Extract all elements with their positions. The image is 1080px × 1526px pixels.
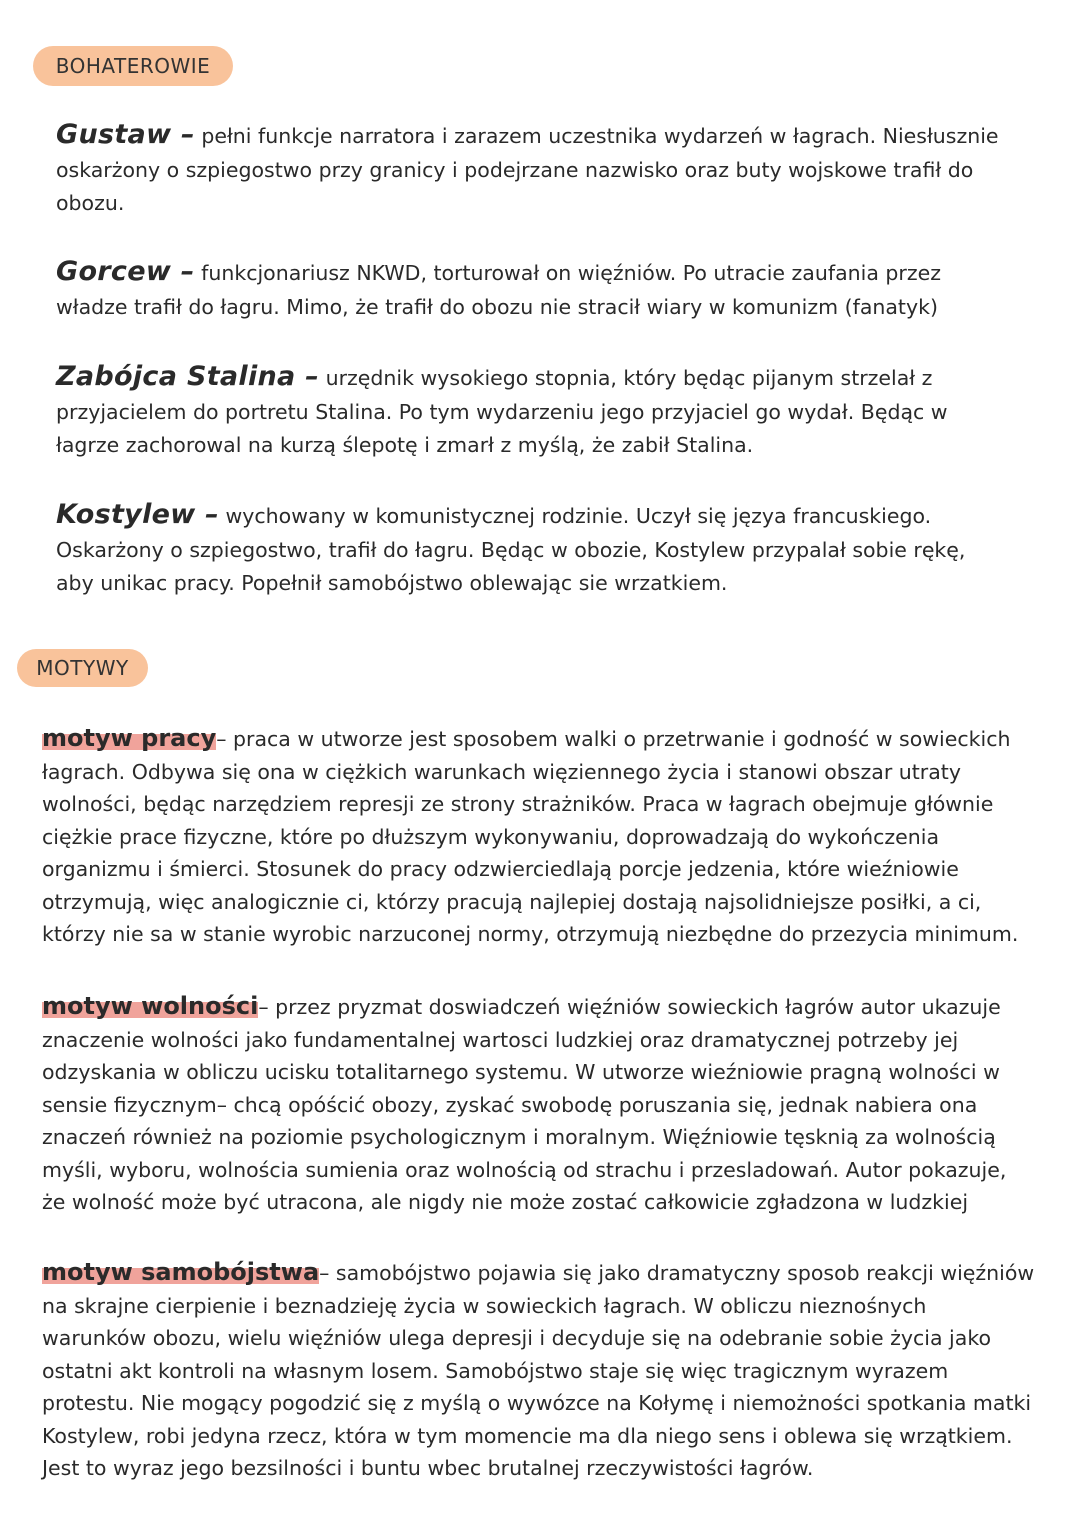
text-content: organizmu i śmierci. Stosunek do pracy odzwierciedlają porcje jedzenia, które wieźniowie xyxy=(42,857,959,881)
text-content: Oskarżony o szpiegostwo, trafił do łagru. Będąc w obozie, Kostylew przypalał sobie rękę, xyxy=(56,537,966,562)
text-content: znaczenie wolności jako fundamentalnej wartosci ludzkiej oraz dramatycznej potrzeby jej xyxy=(42,1027,959,1052)
text-line xyxy=(42,821,1050,854)
text-content: sensie fizycznym– chcą opóścić obozy, zyskać swobodę poruszania się, jednak nabiera ona xyxy=(42,1092,978,1117)
character-entry xyxy=(56,118,1040,221)
text-line xyxy=(42,1290,1050,1323)
text-line xyxy=(56,291,1040,325)
text-line xyxy=(56,118,1040,154)
character-entry xyxy=(56,255,1040,324)
text-line xyxy=(42,1355,1050,1388)
text-line xyxy=(42,1056,1050,1089)
motif-entry xyxy=(42,990,1050,1219)
text-content: pełni funkcje narratora i zarazem uczestnika wydarzeń w łagrach. Niesłusznie xyxy=(201,124,999,148)
character-name: Kostylew – xyxy=(56,499,219,530)
text-content: warunków obozu, wielu więźniów ulega depresji i decyduje się na odebranie sobie życia jako xyxy=(42,1326,991,1350)
text-line xyxy=(42,722,1050,756)
text-content: – samobójstwo pojawia się jako dramatyczny sposob reakcji więźniów xyxy=(319,1261,1035,1285)
text-content: – praca w utworze jest sposobem walki o przetrwanie i godność w sowieckich xyxy=(216,727,1011,751)
text-line xyxy=(42,1186,1050,1219)
text-line xyxy=(42,918,1050,951)
text-content: funkcjonariusz NKWD, torturował on więźniów. Po utracie zaufania przez xyxy=(201,261,941,285)
text-content: którzy nie sa w stanie wyrobic narzuconej normy, otrzymują niezbędne do przezycia minimum. xyxy=(42,922,1019,946)
text-line xyxy=(56,154,1040,188)
text-content: odzyskania w obliczu ucisku totalitarnego systemu. W utworze wieźniowie pragną wolności w xyxy=(42,1060,1000,1084)
section-label-heroes: BOHATEROWIE xyxy=(33,46,233,86)
text-content: protestu. Nie mogący pogodzić się z myślą o wywózce na Kołymę i niemożności spotkania matki xyxy=(42,1391,1032,1415)
text-line xyxy=(42,756,1050,789)
character-name: Gorcew – xyxy=(56,256,195,287)
motif-entry xyxy=(42,1256,1050,1485)
text-line xyxy=(56,567,1040,601)
motif-name: motyw pracy xyxy=(42,724,217,752)
text-content: obozu. xyxy=(56,191,125,215)
text-line xyxy=(42,1154,1050,1187)
text-content: Kostylew, robi jedyna rzecz, która w tym momencie ma dla niego sens i oblewa się wrzątkiem. xyxy=(42,1423,1013,1448)
text-content: aby unikac pracy. Popełnił samobójstwo oblewając sie wrzatkiem. xyxy=(56,571,728,595)
character-name: Gustaw – xyxy=(56,119,195,150)
text-line xyxy=(42,1089,1050,1122)
text-content: że wolność może być utracona, ale nigdy nie może zostać całkowicie zgładzona w ludzkiej xyxy=(42,1190,969,1214)
text-content: ostatni akt kontroli na własnym losem. Samobójstwo staje się więc tragicznym wyrazem xyxy=(42,1358,949,1383)
text-line xyxy=(56,498,1040,534)
text-line xyxy=(56,396,1040,430)
motif-name: motyw wolności xyxy=(42,992,259,1020)
character-name: Zabójca Stalina – xyxy=(56,361,320,392)
text-line xyxy=(56,255,1040,291)
text-line xyxy=(42,1121,1050,1154)
text-line xyxy=(42,1420,1050,1453)
text-content: oskarżony o szpiegostwo przy granicy i podejrzane nazwisko oraz buty wojskowe trafił do xyxy=(56,157,974,182)
text-line xyxy=(42,1452,1050,1485)
text-content: znaczeń również na poziomie psychologicznym i moralnym. Więźniowie tęsknią za wolnością xyxy=(42,1125,996,1149)
text-content: ciężkie prace fizyczne, które po dłuższym wykonywaniu, doprowadzają do wykończenia xyxy=(42,824,940,849)
text-line xyxy=(56,534,1040,568)
text-content: łagrze zachorowal na kurzą ślepotę i zmarł z myślą, że zabił Stalina. xyxy=(56,433,754,457)
text-content: otrzymują, więc analogicznie ci, którzy pracują najlepiej dostają najsolidniejsze posiłki, a ci, xyxy=(42,889,982,914)
text-content: wolności, będąc narzędziem represji ze strony strażników. Praca w łagrach obejmuje głównie xyxy=(42,792,994,816)
text-line xyxy=(42,990,1050,1024)
motif-entry xyxy=(42,722,1050,951)
text-content: przyjacielem do portretu Stalina. Po tym wydarzeniu jego przyjaciel go wydał. Będąc w xyxy=(56,399,948,424)
text-line xyxy=(42,1322,1050,1355)
text-line xyxy=(42,886,1050,919)
text-line xyxy=(42,1387,1050,1420)
text-line xyxy=(56,429,1040,463)
text-line xyxy=(42,853,1050,886)
text-line xyxy=(42,1024,1050,1057)
text-content: wychowany w komunistycznej rodzinie. Uczył się języa francuskiego. xyxy=(225,504,932,528)
text-content: na skrajne cierpienie i beznadzieję życia w sowieckich łagrach. W obliczu nieznośnych xyxy=(42,1293,927,1318)
text-content: łagrach. Odbywa się ona w ciężkich warunkach więziennego życia i stanowi obszar utraty xyxy=(42,759,961,784)
text-line xyxy=(56,187,1040,221)
text-content: Jest to wyraz jego bezsilności i buntu wbec brutalnej rzeczywistości łagrów. xyxy=(42,1456,814,1480)
text-content: władze trafił do łagru. Mimo, że trafił do obozu nie stracił wiary w komunizm (fanatyk) xyxy=(56,294,938,319)
text-line xyxy=(42,1256,1050,1290)
character-entry xyxy=(56,498,1040,601)
text-content: – przez pryzmat doswiadczeń więźniów sowieckich łagrów autor ukazuje xyxy=(258,995,1001,1019)
text-line xyxy=(56,360,1040,396)
section-label-motifs: MOTYWY xyxy=(17,649,148,687)
motif-name: motyw samobójstwa xyxy=(42,1258,320,1286)
text-content: myśli, wyboru, wolnościa sumienia oraz wolnością od strachu i przesladowań. Autor pokazuje, xyxy=(42,1157,1007,1182)
text-content: urzędnik wysokiego stopnia, który będąc pijanym strzelał z xyxy=(325,366,933,390)
text-line xyxy=(42,788,1050,821)
character-entry xyxy=(56,360,1040,463)
